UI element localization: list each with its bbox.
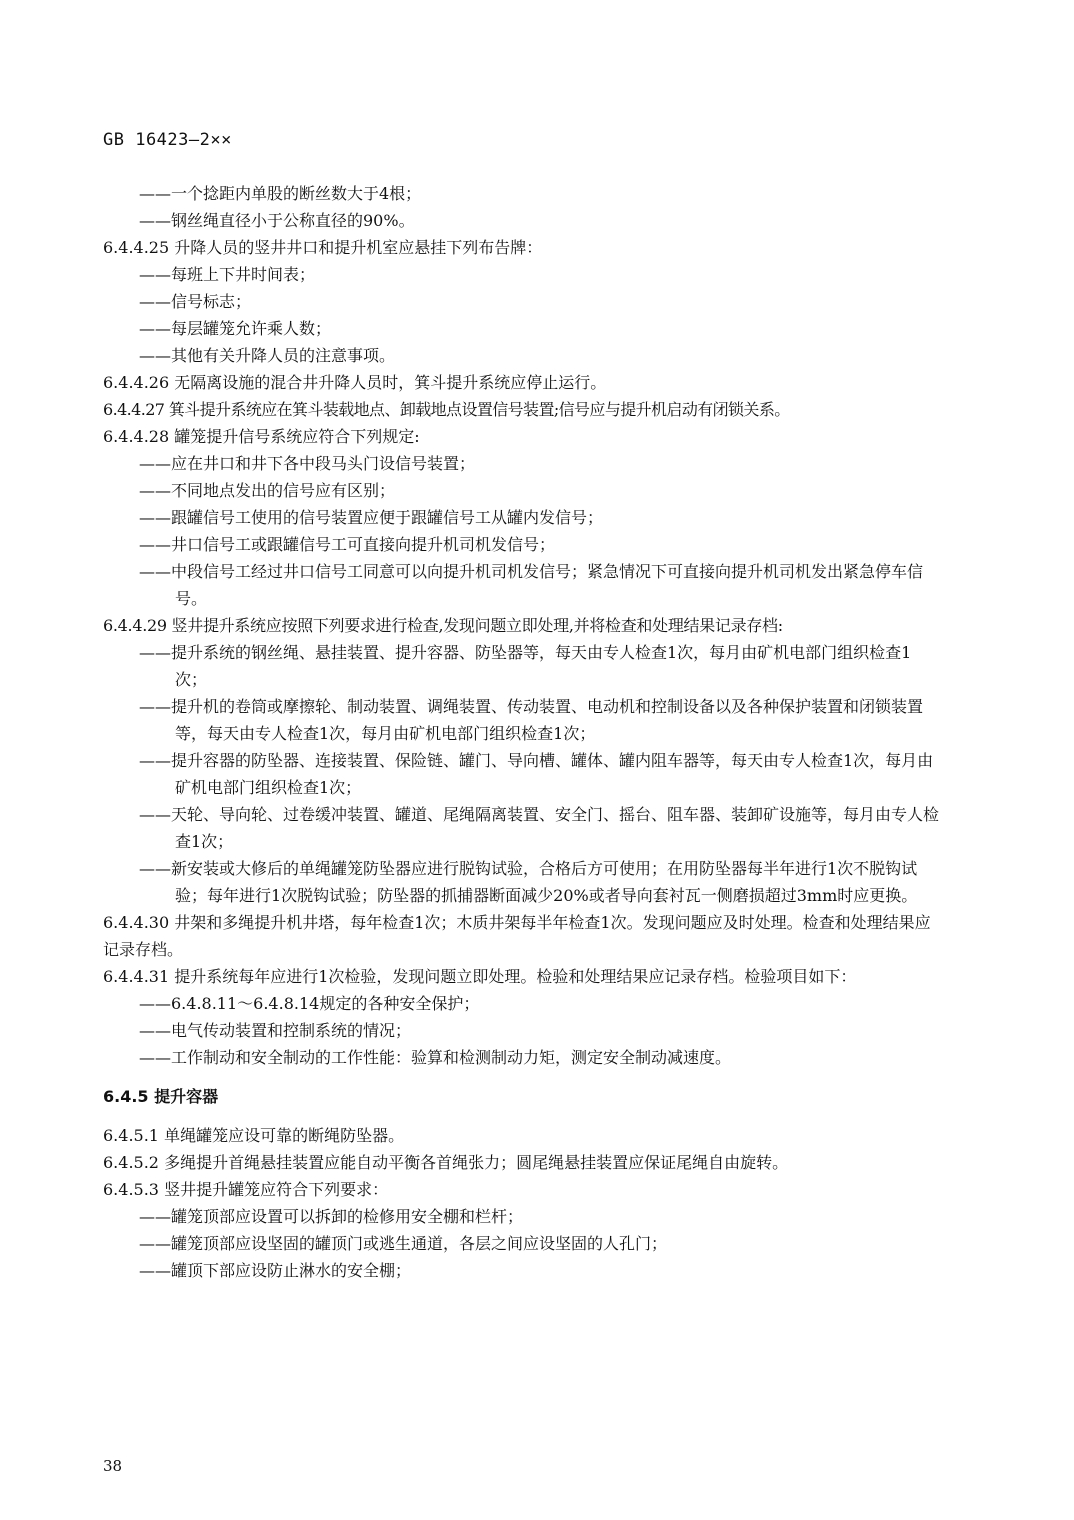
list-item: ——提升容器的防坠器、连接装置、保险链、罐门、导向槽、罐体、罐内阻车器等，每天由专人检查1次，每月由矿机电部门组织检查1次；: [139, 751, 934, 797]
list-item: ——中段信号工经过井口信号工同意可以向提升机司机发信号；紧急情况下可直接向提升机司机发出紧急停车信号。: [139, 562, 924, 608]
clause-6-4-5-3: 6.4.5.3 竖井提升罐笼应符合下列要求：: [103, 1180, 389, 1199]
list-item: ——信号标志；: [139, 292, 252, 311]
list-item: ——其他有关升降人员的注意事项。: [139, 346, 396, 365]
clause-6-4-5-1: 6.4.5.1 单绳罐笼应设可靠的断绳防坠器。: [103, 1126, 405, 1145]
list-item: ——罐顶下部应设防止淋水的安全棚；: [139, 1261, 412, 1280]
list-item: ——应在井口和井下各中段马头门设信号装置；: [139, 454, 476, 473]
document-code-header: GB 16423—2××: [103, 130, 232, 150]
clause-6-4-4-26: 6.4.4.26 无隔离设施的混合井升降人员时，箕斗提升系统应停止运行。: [103, 373, 607, 392]
list-item: ——提升机的卷筒或摩擦轮、制动装置、调绳装置、传动装置、电动机和控制设备以及各种保护装置和闭锁装置等，每天由专人检查1次，每月由矿机电部门组织检查1次；: [139, 697, 924, 743]
list-item: ——工作制动和安全制动的工作性能：验算和检测制动力矩，测定安全制动减速度。: [139, 1048, 732, 1067]
list-item: ——电气传动装置和控制系统的情况；: [139, 1021, 412, 1040]
clause-6-4-4-31: 6.4.4.31 提升系统每年应进行1次检验，发现问题立即处理。检验和处理结果应记录存档。检验项目如下：: [103, 967, 857, 986]
list-item: ——井口信号工或跟罐信号工可直接向提升机司机发信号；: [139, 535, 556, 554]
document-body: [103, 180, 939, 1284]
clause-6-4-4-29: 6.4.4.29 竖井提升系统应按照下列要求进行检查,发现问题立即处理,并将检查和处理结果记录存档:: [103, 616, 783, 635]
clause-6-4-4-25: 6.4.4.25 升降人员的竖井井口和提升机室应悬挂下列布告牌：: [103, 238, 543, 257]
clause-6-4-4-28: 6.4.4.28 罐笼提升信号系统应符合下列规定:: [103, 427, 420, 446]
list-item: ——一个捻距内单股的断丝数大于4根；: [139, 184, 422, 203]
page-number: 38: [103, 1457, 123, 1475]
list-item: ——每班上下井时间表；: [139, 265, 316, 284]
list-item: ——罐笼顶部应设置可以拆卸的检修用安全棚和栏杆；: [139, 1207, 524, 1226]
list-item: ——不同地点发出的信号应有区别；: [139, 481, 396, 500]
clause-6-4-4-30: 6.4.4.30 井架和多绳提升机井塔，每年检查1次；木质井架每半年检查1次。发现问题应及时处理。检查和处理结果应记录存档。: [103, 913, 931, 959]
clause-6-4-5-2: 6.4.5.2 多绳提升首绳悬挂装置应能自动平衡各首绳张力；圆尾绳悬挂装置应保证尾绳自由旋转。: [103, 1153, 789, 1172]
section-heading-6-4-5: 6.4.5 提升容器: [103, 1087, 219, 1106]
list-item: ——6.4.8.11～6.4.8.14规定的各种安全保护；: [139, 994, 480, 1013]
list-item: ——天轮、导向轮、过卷缓冲装置、罐道、尾绳隔离装置、安全门、摇台、阻车器、装卸矿设施等，每月由专人检查1次；: [139, 805, 939, 851]
clause-6-4-4-27: 6.4.4.27 箕斗提升系统应在箕斗装载地点、卸载地点设置信号装置;信号应与提升机启动有闭锁关系。: [103, 400, 790, 419]
list-item: ——跟罐信号工使用的信号装置应便于跟罐信号工从罐内发信号；: [139, 508, 604, 527]
list-item: ——每层罐笼允许乘人数；: [139, 319, 332, 338]
list-item: ——提升系统的钢丝绳、悬挂装置、提升容器、防坠器等，每天由专人检查1次，每月由矿机电部门组织检查1次；: [139, 643, 912, 689]
list-item: ——钢丝绳直径小于公称直径的90%。: [139, 211, 415, 230]
list-item: ——新安装或大修后的单绳罐笼防坠器应进行脱钩试验，合格后方可使用；在用防坠器每半年进行1次不脱钩试验；每年进行1次脱钩试验；防坠器的抓捕器断面减少20%或者导向套衬瓦一侧磨损超过3mm时应更换。: [139, 859, 918, 905]
list-item: ——罐笼顶部应设坚固的罐顶门或逃生通道，各层之间应设坚固的人孔门；: [139, 1234, 668, 1253]
